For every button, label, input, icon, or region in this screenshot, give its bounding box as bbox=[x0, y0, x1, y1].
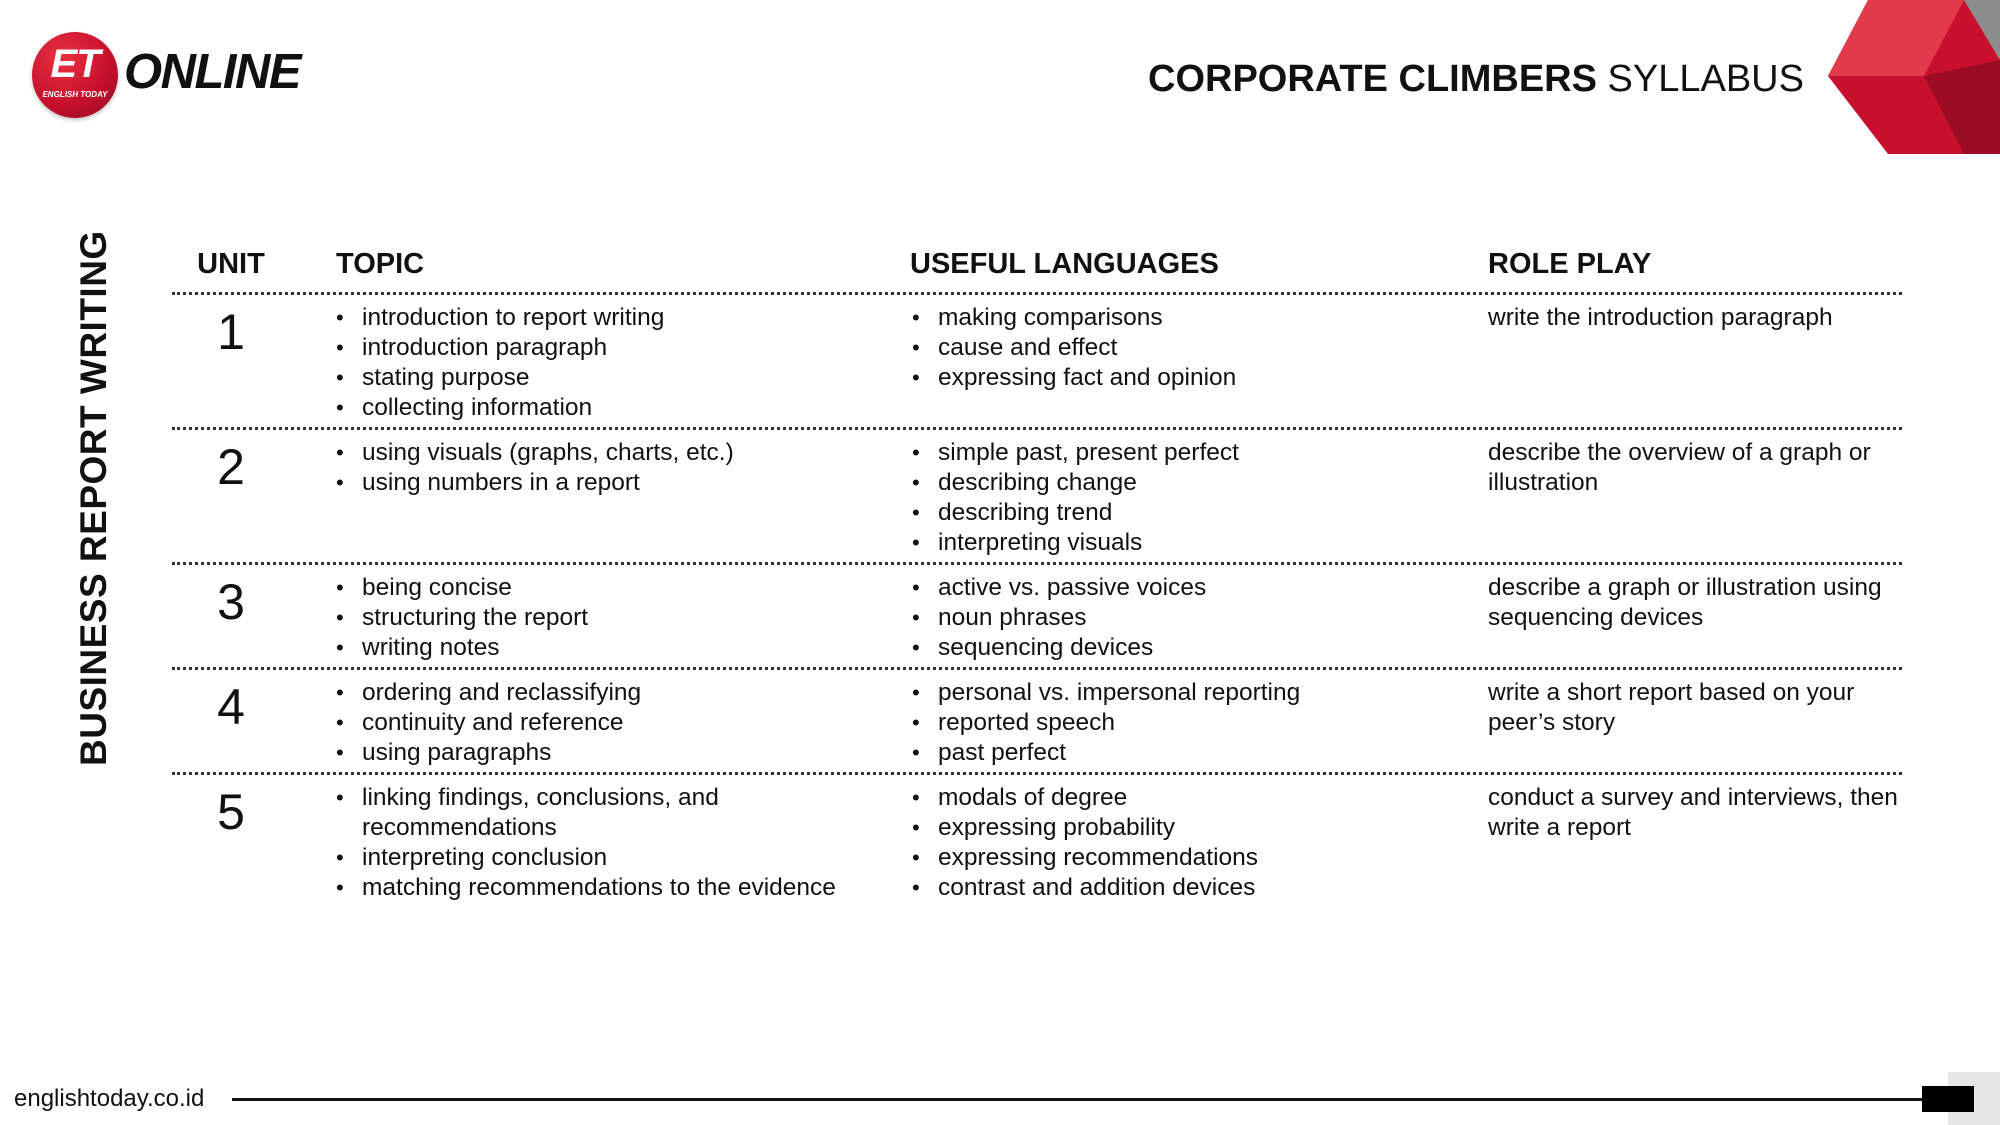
language-item: • describing trend bbox=[890, 498, 1466, 528]
languages-cell bbox=[890, 438, 1466, 562]
language-item: • reported speech bbox=[890, 708, 1466, 738]
logo-mark: ET bbox=[50, 42, 100, 86]
languages-list bbox=[890, 438, 1466, 558]
topic-item: • using paragraphs bbox=[314, 738, 890, 768]
languages-list bbox=[890, 573, 1466, 663]
languages-list bbox=[890, 303, 1466, 393]
footer-url: englishtoday.co.id bbox=[14, 1085, 205, 1112]
side-label: BUSINESS REPORT WRITING bbox=[73, 230, 114, 766]
languages-cell bbox=[890, 678, 1466, 772]
role-play-cell: write a short report based on your peer’s story bbox=[1488, 679, 1855, 736]
language-item: • expressing probability bbox=[890, 813, 1466, 843]
topic-list bbox=[314, 678, 890, 768]
topic-item: • ordering and reclassifying bbox=[314, 678, 890, 708]
topic-item: • matching recommendations to the evidence bbox=[314, 873, 890, 903]
topic-item: • using visuals (graphs, charts, etc.) bbox=[314, 438, 890, 468]
table-row bbox=[172, 565, 1902, 670]
role-play-cell: describe the overview of a graph or illustration bbox=[1488, 439, 1871, 496]
language-item: • sequencing devices bbox=[890, 633, 1466, 663]
languages-list bbox=[890, 678, 1466, 768]
table-row bbox=[172, 775, 1902, 915]
role-play-cell: write the introduction paragraph bbox=[1488, 304, 1833, 331]
language-item: • simple past, present perfect bbox=[890, 438, 1466, 468]
languages-list bbox=[890, 783, 1466, 903]
title-regular: SYLLABUS bbox=[1607, 58, 1804, 100]
brand-logo bbox=[32, 32, 332, 122]
topic-item: • introduction to report writing bbox=[314, 303, 890, 333]
header-topic: TOPIC bbox=[336, 247, 425, 280]
topic-cell bbox=[314, 783, 890, 915]
footer-rule bbox=[232, 1098, 1922, 1101]
topic-cell bbox=[314, 438, 890, 562]
topic-cell bbox=[314, 303, 890, 427]
topic-item: • using numbers in a report bbox=[314, 468, 890, 498]
language-item: • describing change bbox=[890, 468, 1466, 498]
language-item: • expressing recommendations bbox=[890, 843, 1466, 873]
syllabus-table bbox=[172, 236, 1902, 915]
logo-badge bbox=[32, 32, 118, 118]
language-item: • modals of degree bbox=[890, 783, 1466, 813]
language-item: • cause and effect bbox=[890, 333, 1466, 363]
page-title bbox=[1148, 56, 1804, 102]
topic-item: • stating purpose bbox=[314, 363, 890, 393]
unit-number: 3 bbox=[217, 574, 245, 630]
footer-black-block bbox=[1922, 1086, 1974, 1112]
table-body bbox=[172, 295, 1902, 915]
topic-item: • linking findings, conclusions, and recommendations bbox=[314, 783, 890, 843]
unit-number: 2 bbox=[217, 439, 245, 495]
language-item: • personal vs. impersonal reporting bbox=[890, 678, 1466, 708]
language-item: • past perfect bbox=[890, 738, 1466, 768]
table-header bbox=[172, 236, 1902, 295]
topic-cell bbox=[314, 678, 890, 772]
table-row bbox=[172, 295, 1902, 430]
language-item: • contrast and addition devices bbox=[890, 873, 1466, 903]
unit-number: 4 bbox=[217, 679, 245, 735]
role-play-cell: describe a graph or illustration using sequencing devices bbox=[1488, 574, 1882, 631]
topic-item: • continuity and reference bbox=[314, 708, 890, 738]
topic-cell bbox=[314, 573, 890, 667]
topic-item: • introduction paragraph bbox=[314, 333, 890, 363]
languages-cell bbox=[890, 783, 1466, 915]
language-item: • noun phrases bbox=[890, 603, 1466, 633]
language-item: • active vs. passive voices bbox=[890, 573, 1466, 603]
languages-cell bbox=[890, 573, 1466, 667]
table-row bbox=[172, 430, 1902, 565]
topic-item: • writing notes bbox=[314, 633, 890, 663]
title-bold: CORPORATE CLIMBERS bbox=[1148, 58, 1597, 100]
topic-list bbox=[314, 783, 890, 903]
topic-list bbox=[314, 303, 890, 423]
corner-decoration bbox=[1828, 0, 2000, 154]
topic-list bbox=[314, 438, 890, 498]
topic-item: • being concise bbox=[314, 573, 890, 603]
header-role-play: ROLE PLAY bbox=[1488, 247, 1652, 280]
language-item: • making comparisons bbox=[890, 303, 1466, 333]
topic-item: • collecting information bbox=[314, 393, 890, 423]
role-play-cell: conduct a survey and interviews, then write a report bbox=[1488, 784, 1898, 841]
unit-number: 1 bbox=[217, 304, 245, 360]
unit-number: 5 bbox=[217, 784, 245, 840]
topic-item: • structuring the report bbox=[314, 603, 890, 633]
language-item: • interpreting visuals bbox=[890, 528, 1466, 558]
logo-mark-subtitle: ENGLISH TODAY bbox=[42, 90, 108, 99]
header-unit: UNIT bbox=[197, 247, 265, 280]
topic-item: • interpreting conclusion bbox=[314, 843, 890, 873]
logo-wordmark: ONLINE bbox=[124, 45, 301, 99]
languages-cell bbox=[890, 303, 1466, 427]
topic-list bbox=[314, 573, 890, 663]
language-item: • expressing fact and opinion bbox=[890, 363, 1466, 393]
table-row bbox=[172, 670, 1902, 775]
header-languages: USEFUL LANGUAGES bbox=[910, 247, 1219, 280]
